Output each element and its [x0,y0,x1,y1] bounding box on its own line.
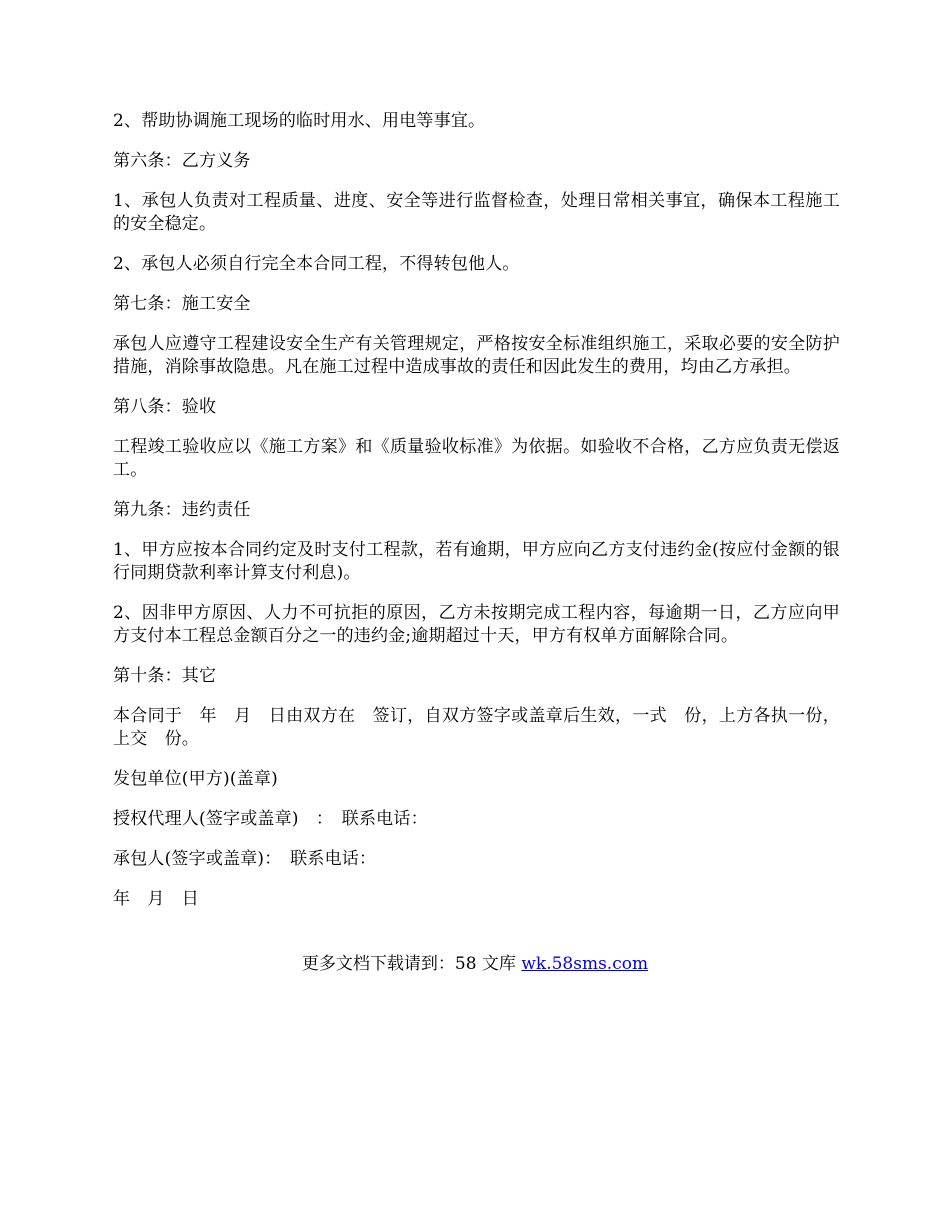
download-footer [0,953,950,976]
footer-text: 更多文档下载请到：58 文库 [301,954,522,974]
party-a-signature-line: 发包单位(甲方)(盖章) [113,769,278,789]
article-10-heading: 第十条：其它 [113,666,217,686]
authorized-agent-line: 授权代理人(签字或盖章) ： 联系电话： [113,809,428,829]
document-body [113,110,840,928]
article-8-body: 工程竣工验收应以《施工方案》和《质量验收标准》为依据。如验收不合格，乙方应负责无偿返工。 [113,437,840,480]
date-line: 年 月 日 [113,889,199,909]
article-6-heading: 第六条：乙方义务 [113,151,251,171]
article-7-body: 承包人应遵守工程建设安全生产有关管理规定，严格按安全标准组织施工，采取必要的安全防护措施，消除事故隐患。凡在施工过程中造成事故的责任和因此发生的费用，均由乙方承担。 [113,334,840,377]
contractor-signature-line: 承包人(签字或盖章)： 联系电话： [113,849,377,869]
article-10-body: 本合同于 年 月 日由双方在 签订，自双方签字或盖章后生效，一式 份，上方各执一份，上交 份。 [113,706,840,749]
article-9-item-2: 2、因非甲方原因、人力不可抗拒的原因，乙方未按期完成工程内容，每逾期一日，乙方应向甲方支付本工程总金额百分之一的违约金;逾期超过十天，甲方有权单方面解除合同。 [113,603,840,646]
footer-link[interactable]: wk.58sms.com [521,954,649,974]
article-9-item-1: 1、甲方应按本合同约定及时支付工程款，若有逾期，甲方应向乙方支付违约金(按应付金额的银行同期贷款利率计算支付利息)。 [113,540,840,583]
article-9-heading: 第九条：违约责任 [113,500,251,520]
clause-item-2-water-power: 2、帮助协调施工现场的临时用水、用电等事宜。 [113,111,486,131]
article-6-item-1: 1、承包人负责对工程质量、进度、安全等进行监督检查，处理日常相关事宜，确保本工程施工的安全稳定。 [113,191,840,234]
article-7-heading: 第七条：施工安全 [113,294,251,314]
article-6-item-2: 2、承包人必须自行完全本合同工程，不得转包他人。 [113,254,520,274]
article-8-heading: 第八条：验收 [113,397,217,417]
